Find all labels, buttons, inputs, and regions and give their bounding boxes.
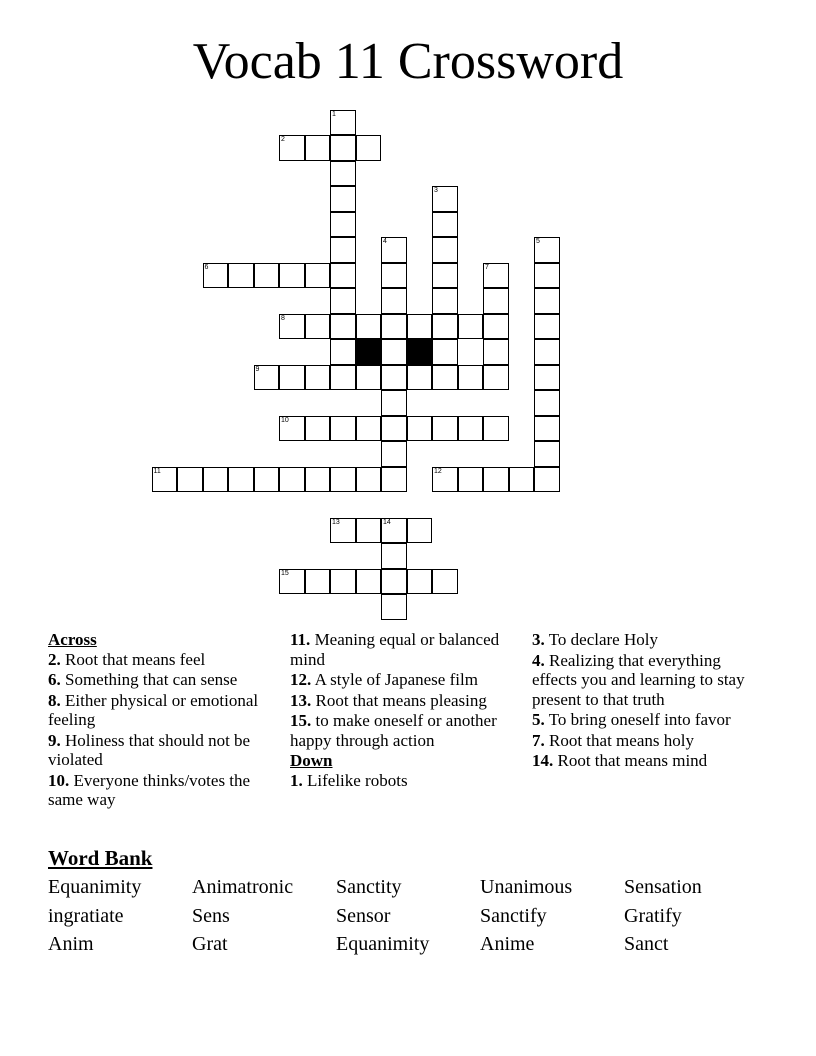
grid-cell[interactable] (432, 263, 458, 289)
word-bank-item: Equanimity (48, 876, 142, 898)
grid-cell[interactable] (534, 390, 560, 416)
clue-down-3: 3. To declare Holy (532, 630, 658, 649)
clue-across-12: 12. A style of Japanese film (290, 670, 478, 689)
grid-cell[interactable] (381, 390, 407, 416)
cell-number: 3 (434, 187, 438, 194)
grid-cell[interactable] (483, 288, 509, 314)
cell-number: 6 (204, 263, 209, 271)
grid-cell[interactable] (228, 467, 254, 493)
grid-cell[interactable] (356, 467, 382, 493)
word-bank-item: Gratify (624, 904, 682, 927)
grid-cell[interactable] (330, 110, 356, 136)
clue-down-7: 7. Root that means holy (532, 730, 694, 750)
grid-cell[interactable] (483, 365, 509, 391)
clues-column-2 (290, 630, 526, 791)
word-bank (48, 873, 768, 959)
grid-cell[interactable] (356, 135, 382, 161)
grid-cell[interactable] (407, 314, 433, 340)
grid-cell[interactable] (458, 416, 484, 442)
cell-number: 11 (153, 467, 161, 475)
grid-cell[interactable] (483, 339, 509, 365)
grid-cell[interactable] (152, 467, 178, 493)
grid-cell[interactable] (483, 263, 509, 289)
word-bank-item: Grat (192, 933, 228, 955)
grid-cell[interactable] (356, 569, 382, 595)
grid-cell[interactable] (279, 467, 305, 493)
grid-cell[interactable] (534, 314, 560, 340)
grid-cell[interactable] (254, 263, 280, 289)
grid-cell[interactable] (330, 186, 356, 212)
grid-cell[interactable] (381, 441, 407, 467)
grid-cell[interactable] (330, 339, 356, 365)
word-bank-item: Unanimous (480, 876, 573, 898)
grid-cell[interactable] (534, 467, 560, 493)
grid-cell[interactable] (534, 441, 560, 467)
grid-cell[interactable] (458, 365, 484, 391)
black-cell (356, 339, 382, 365)
grid-cell[interactable] (305, 467, 331, 493)
grid-cell[interactable] (356, 314, 382, 340)
grid-cell[interactable] (432, 569, 458, 595)
clue-across-2: 2. Root that means feel (48, 649, 206, 669)
grid-cell[interactable] (432, 314, 458, 340)
word-bank-item: Anim (48, 933, 94, 955)
word-bank-item: Animatronic (192, 876, 294, 898)
puzzle-title: Vocab 11 Crossword (192, 33, 624, 90)
grid-cell[interactable] (330, 518, 356, 544)
cell-number: 4 (383, 238, 387, 245)
grid-cell[interactable] (330, 263, 356, 289)
clue-down-4: 4. Realizing that everything effects you and learning to stay present to that truth (532, 650, 745, 709)
grid-cell[interactable] (432, 212, 458, 238)
clue-across-9: 9. Holiness that should not be violated (48, 730, 251, 769)
grid-cell[interactable] (432, 467, 458, 493)
grid-cell[interactable] (330, 416, 356, 442)
grid-cell[interactable] (330, 161, 356, 187)
word-bank-item: Sensation (624, 876, 702, 898)
cell-number: 12 (434, 467, 442, 475)
clue-down-14: 14. Root that means mind (532, 751, 708, 770)
grid-cell[interactable] (407, 569, 433, 595)
clue-across-10: 10. Everyone thinks/votes the same way (48, 770, 251, 809)
grid-cell[interactable] (330, 365, 356, 391)
grid-cell[interactable] (279, 314, 305, 340)
grid-cell[interactable] (305, 263, 331, 289)
grid-cell[interactable] (381, 237, 407, 263)
grid-cell[interactable] (432, 288, 458, 314)
grid-cell[interactable] (381, 263, 407, 289)
grid-cell[interactable] (407, 365, 433, 391)
grid-cell[interactable] (330, 212, 356, 238)
down-heading: Down (290, 751, 333, 770)
grid-cell[interactable] (203, 263, 229, 289)
grid-cell[interactable] (407, 518, 433, 544)
grid-cell[interactable] (432, 339, 458, 365)
grid-cell[interactable] (305, 569, 331, 595)
word-bank-item: Anime (480, 933, 535, 955)
grid-cell[interactable] (279, 263, 305, 289)
grid-cell[interactable] (330, 314, 356, 340)
black-cell (407, 339, 433, 365)
grid-cell[interactable] (228, 263, 254, 289)
grid-cell[interactable] (381, 288, 407, 314)
grid-cell[interactable] (305, 314, 331, 340)
grid-cell[interactable] (254, 467, 280, 493)
grid-cell[interactable] (483, 314, 509, 340)
grid-cell[interactable] (305, 416, 331, 442)
word-bank-item: Equanimity (336, 933, 430, 955)
clue-across-11: 11. Meaning equal or balanced mind (290, 630, 500, 669)
cell-number: 14 (383, 518, 391, 526)
grid-cell[interactable] (483, 416, 509, 442)
clues-column-3 (532, 630, 762, 772)
grid-cell[interactable] (432, 237, 458, 263)
grid-cell[interactable] (381, 518, 407, 544)
grid-cell[interactable] (356, 416, 382, 442)
word-bank-item: Sensor (336, 904, 391, 927)
grid-cell[interactable] (381, 594, 407, 620)
grid-cell[interactable] (279, 569, 305, 595)
clue-across-15: 15. to make oneself or another happy through action (290, 711, 497, 750)
grid-cell[interactable] (381, 467, 407, 493)
grid-cell[interactable] (381, 339, 407, 365)
grid-cell[interactable] (534, 288, 560, 314)
word-bank-item: Sanctify (480, 904, 547, 927)
grid-cell[interactable] (279, 135, 305, 161)
grid-cell[interactable] (458, 467, 484, 493)
cell-number: 15 (281, 569, 289, 577)
grid-cell[interactable] (381, 314, 407, 340)
clue-across-8: 8. Either physical or emotional feeling (48, 690, 259, 729)
word-bank-item: Sens (192, 904, 230, 927)
grid-cell[interactable] (381, 416, 407, 442)
grid-cell[interactable] (458, 314, 484, 340)
grid-cell[interactable] (330, 288, 356, 314)
grid-cell[interactable] (509, 467, 535, 493)
grid-cell[interactable] (381, 365, 407, 391)
grid-cell[interactable] (330, 237, 356, 263)
grid-cell[interactable] (330, 467, 356, 493)
clue-down-5: 5. To bring oneself into favor (532, 710, 731, 729)
grid-cell[interactable] (356, 365, 382, 391)
grid-cell[interactable] (254, 365, 280, 391)
grid-cell[interactable] (356, 518, 382, 544)
grid-cell[interactable] (534, 339, 560, 365)
cell-number: 8 (281, 314, 285, 322)
grid-cell[interactable] (330, 569, 356, 595)
clues-column-1 (48, 630, 280, 811)
clue-down-1: 1. Lifelike robots (290, 770, 408, 790)
cell-number: 7 (485, 263, 489, 271)
word-bank-title: Word Bank (48, 846, 153, 870)
grid-cell[interactable] (279, 416, 305, 442)
across-heading: Across (48, 630, 97, 649)
grid-cell[interactable] (381, 569, 407, 595)
word-bank-item: Sanct (624, 933, 669, 955)
clue-across-13: 13. Root that means pleasing (290, 690, 487, 710)
grid-cell[interactable] (534, 416, 560, 442)
grid-cell[interactable] (305, 365, 331, 391)
grid-cell[interactable] (483, 467, 509, 493)
grid-cell[interactable] (432, 416, 458, 442)
cell-number: 5 (536, 238, 540, 245)
cell-number: 13 (332, 518, 340, 526)
clue-across-6: 6. Something that can sense (48, 670, 238, 689)
grid-cell[interactable] (279, 365, 305, 391)
grid-cell[interactable] (407, 416, 433, 442)
grid-cell[interactable] (534, 365, 560, 391)
grid-cell[interactable] (177, 467, 203, 493)
grid-cell[interactable] (381, 543, 407, 569)
word-bank-item: ingratiate (48, 904, 124, 927)
grid-cell[interactable] (534, 237, 560, 263)
cell-number: 2 (281, 136, 285, 143)
grid-cell[interactable] (432, 365, 458, 391)
grid-cell[interactable] (534, 263, 560, 289)
grid-cell[interactable] (330, 135, 356, 161)
grid-cell[interactable] (305, 135, 331, 161)
cell-number: 10 (281, 416, 289, 424)
cell-number: 9 (255, 365, 260, 373)
grid-cell[interactable] (203, 467, 229, 493)
grid-cell[interactable] (432, 186, 458, 212)
cell-number: 1 (332, 110, 336, 118)
word-bank-item: Sanctity (336, 876, 402, 898)
